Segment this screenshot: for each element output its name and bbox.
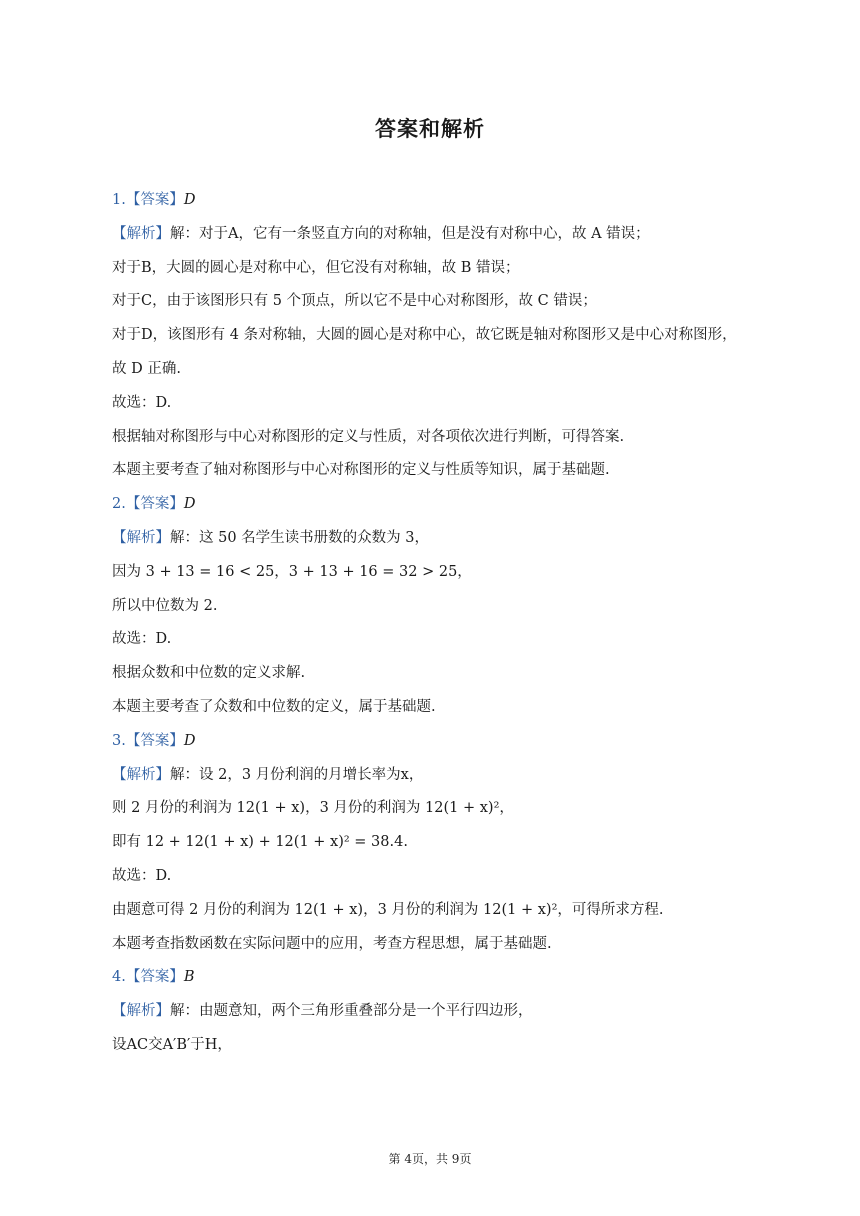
analysis-line: 本题主要考查了众数和中位数的定义，属于基础题. xyxy=(112,698,436,715)
analysis-tag: 【解析】 xyxy=(112,766,170,783)
question-number: 1. xyxy=(112,192,126,208)
analysis-line: 对于D，该图形有 4 条对称轴，大圆的圆心是对称中心，故它既是轴对称图形又是中心对称图形， xyxy=(112,327,737,344)
answer-value: D xyxy=(183,496,196,513)
question-number: 4. xyxy=(112,969,126,986)
page-title: 答案和解析 xyxy=(375,117,485,141)
analysis-line xyxy=(112,522,762,556)
analysis-line: 则 2 月份的利润为 12(1 + x)，3 月份的利润为 12(1 + x)²， xyxy=(112,800,514,817)
analysis-line: 对于C，由于该图形只有 5 个顶点，所以它不是中心对称图形，故 C 错误； xyxy=(112,293,597,310)
question-number: 3. xyxy=(112,732,126,749)
analysis-line: 根据轴对称图形与中心对称图形的定义与性质，对各项依次进行判断，可得答案. xyxy=(112,428,625,445)
q1-answer-line xyxy=(112,184,762,218)
answer-value: D xyxy=(183,732,196,749)
q2-answer-line xyxy=(112,488,762,522)
analysis-line: 本题主要考查了轴对称图形与中心对称图形的定义与性质等知识，属于基础题. xyxy=(112,462,610,479)
analysis-line: 因为 3 + 13 = 16 < 25，3 + 13 + 16 = 32 > 25， xyxy=(112,563,472,580)
page-footer: 第 4页，共 9页 xyxy=(388,1152,472,1166)
line-text: 解：由题意知，两个三角形重叠部分是一个平行四边形， xyxy=(170,1003,533,1020)
answer-tag: 【答案】 xyxy=(125,732,184,749)
answer-value: B xyxy=(183,969,195,986)
question-number: 2. xyxy=(112,496,126,513)
answer-tag: 【答案】 xyxy=(125,192,184,208)
q3-answer-line xyxy=(112,725,762,759)
analysis-line: 由题意可得 2 月份的利润为 12(1 + x)，3 月份的利润为 12(1 + x)²，可得所求方程. xyxy=(112,901,664,918)
answer-tag: 【答案】 xyxy=(125,496,184,513)
analysis-line xyxy=(112,759,762,793)
analysis-line: 故 D 正确. xyxy=(112,360,181,377)
q4-answer-line xyxy=(112,961,762,995)
analysis-line: 所以中位数为 2. xyxy=(112,597,218,614)
line-text: 解：设 2，3 月份利润的月增长率为x， xyxy=(170,766,424,783)
answer-value: D xyxy=(183,192,196,208)
analysis-line xyxy=(112,218,762,252)
analysis-line: 故选：D. xyxy=(112,867,172,884)
answer-tag: 【答案】 xyxy=(125,969,184,986)
line-text: 解：这 50 名学生读书册数的众数为 3， xyxy=(170,529,430,546)
analysis-line: 故选：D. xyxy=(112,631,172,648)
document-body xyxy=(112,184,762,1063)
analysis-line: 故选：D. xyxy=(112,394,172,411)
analysis-line: 本题考查指数函数在实际问题中的应用，考查方程思想，属于基础题. xyxy=(112,935,552,952)
analysis-line: 根据众数和中位数的定义求解. xyxy=(112,665,306,682)
analysis-line xyxy=(112,995,762,1029)
analysis-line: 对于B，大圆的圆心是对称中心，但它没有对称轴，故 B 错误； xyxy=(112,259,520,276)
analysis-tag: 【解析】 xyxy=(112,529,170,546)
analysis-line: 设AC交A′B′于H， xyxy=(112,1036,232,1053)
analysis-line: 即有 12 + 12(1 + x) + 12(1 + x)² = 38.4. xyxy=(112,834,408,851)
analysis-tag: 【解析】 xyxy=(112,225,170,242)
analysis-tag: 【解析】 xyxy=(112,1003,170,1020)
line-text: 解：对于A，它有一条竖直方向的对称轴，但是没有对称中心，故 A 错误； xyxy=(170,225,650,242)
